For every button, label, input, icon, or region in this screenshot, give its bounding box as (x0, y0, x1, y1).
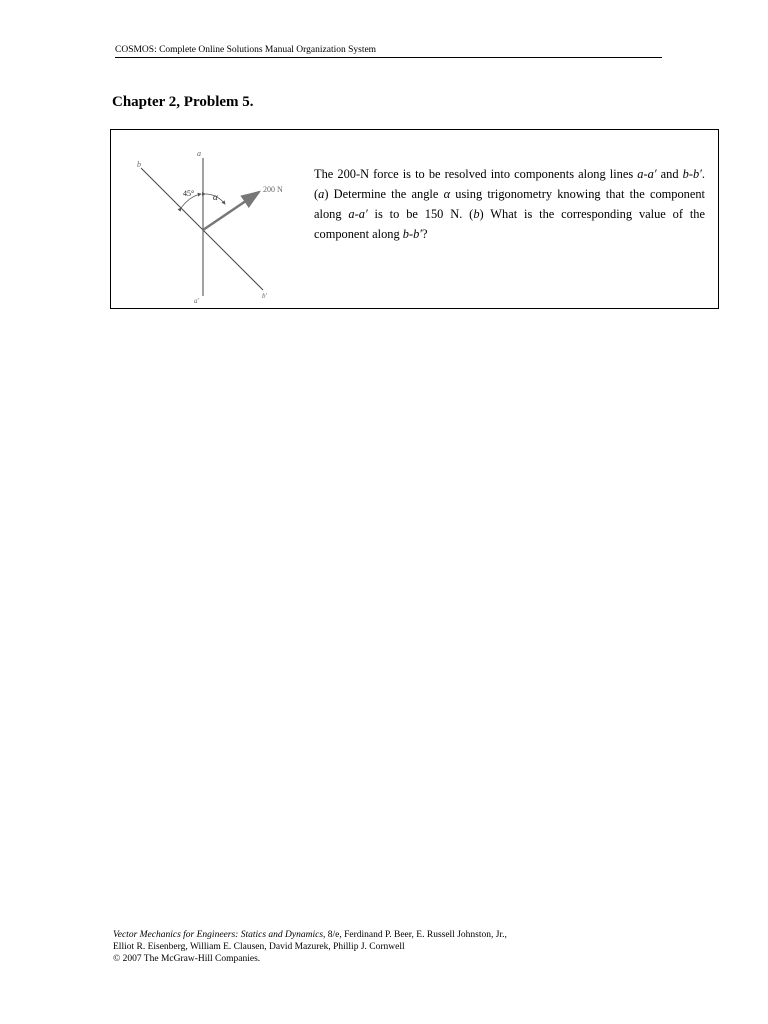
line-ref-aa: a-a′ (637, 167, 657, 181)
label-force-200n: 200 N (263, 185, 283, 194)
label-b-prime: b' (262, 292, 267, 300)
alpha-symbol: α (443, 187, 451, 201)
label-a: a (197, 149, 201, 158)
line-ref-bb: b-b′ (682, 167, 702, 181)
line-b-b-prime (141, 168, 263, 290)
footer-citation (113, 929, 673, 965)
problem-box (110, 129, 719, 309)
book-title: Vector Mechanics for Engineers: Statics and Dynamics (113, 930, 324, 940)
label-45-degrees: 45° (183, 189, 195, 198)
copyright-notice: © 2007 The McGraw-Hill Companies. (113, 954, 261, 964)
footer-line-2: Elliot R. Eisenberg, William E. Clausen, David Mazurek, Phillip J. Cornwell (113, 942, 405, 952)
footer-line-1: Vector Mechanics for Engineers: Statics and Dynamics, 8/e, Ferdinand P. Beer, E. Russell Johnston, Jr., (113, 930, 507, 940)
label-b: b (137, 160, 141, 169)
label-a-prime: a' (194, 297, 199, 305)
force-arrow (203, 192, 259, 230)
document-header: COSMOS: Complete Online Solutions Manual Organization System (115, 44, 662, 58)
force-diagram-svg (135, 146, 295, 310)
line-ref-aa: a-a′ (348, 207, 368, 221)
problem-statement: The 200-N force is to be resolved into components along lines a-a′ and b-b′. (a) Determine the angle α using trigonometry knowing that the component along a-a′ is to be 150 N. (b) What is the corresponding value of the component along b-b′? (314, 167, 705, 241)
label-alpha: α (213, 192, 218, 202)
chapter-title: Chapter 2, Problem 5. (112, 94, 254, 110)
force-diagram (135, 146, 295, 310)
line-ref-bb: b-b′ (402, 227, 423, 241)
